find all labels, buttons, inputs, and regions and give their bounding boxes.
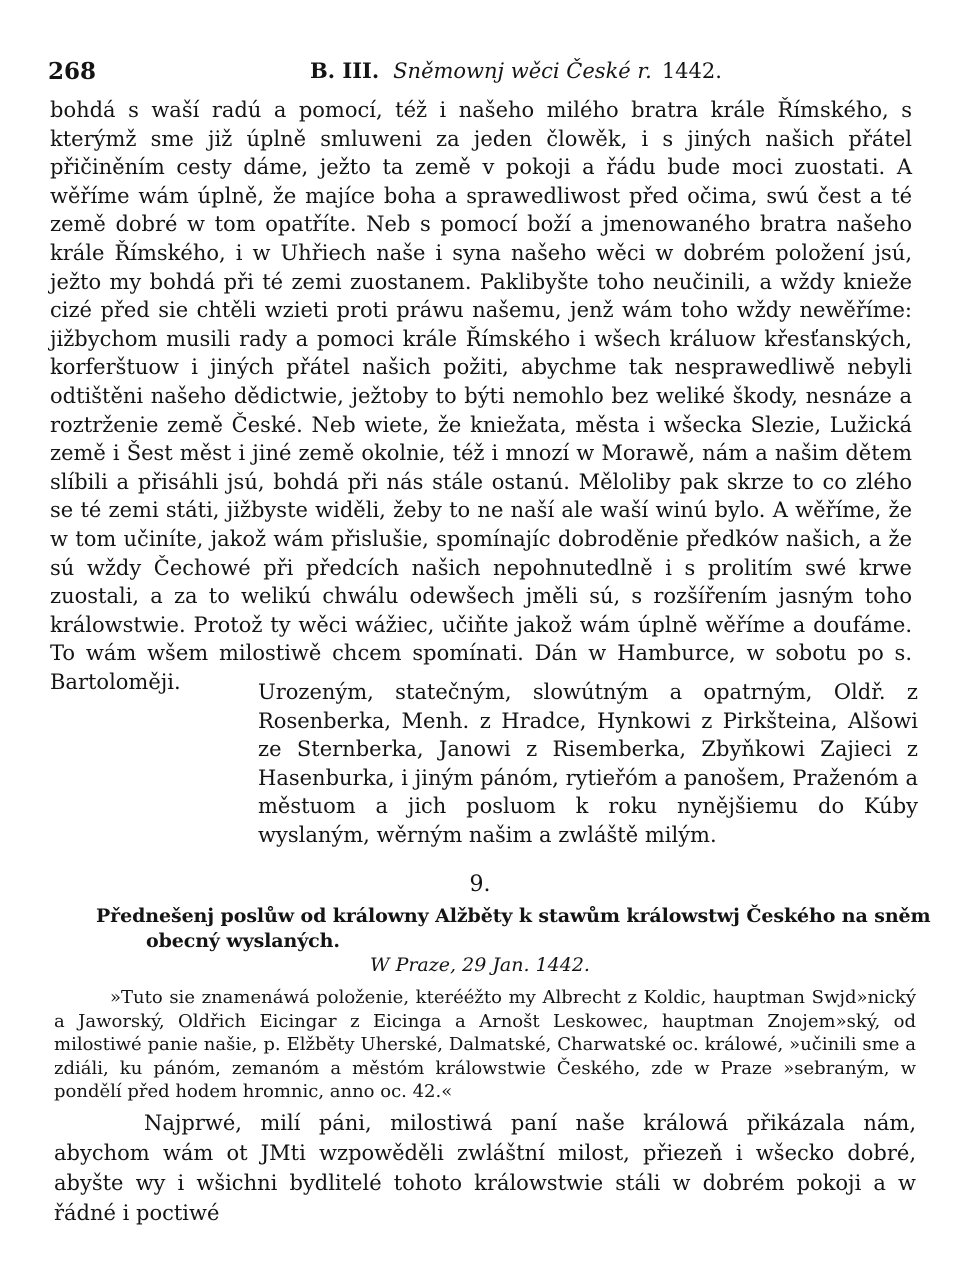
running-title-text: Sněmownj wěci České r. <box>393 59 652 83</box>
section-date-place: W Praze, <box>370 954 457 976</box>
section-date <box>0 954 960 976</box>
running-year: 1442. <box>661 59 722 83</box>
body-paragraph-2: Najprwé, milí páni, milostiwá paní naše králowá přikázala nám, abychom wám ot JMti wzpowěděli zwláštní milost, přiezeň i wšecko dobré, abyšte wy i wšichni bydlitelé tohoto králowstwie stáli w dobrém pokoji a w řádné i poctiwé <box>54 1111 916 1225</box>
book-number: B. III. <box>310 58 380 83</box>
section-number: 9. <box>469 872 491 897</box>
body-paragraph-1: bohdá s waší radú a pomocí, též i našeho milého bratra krále Římského, s kterýmž sme již úplně smluweni za jeden člowěk, i s jiných našich přátel přičiněním cesty dáme, ježto ta země v pokoji a řádu bude moci zuostati. A wěříme wám úplně, že majíce boha a sprawedliwost před očima, swú čest a té země dobré w tom opatříte. Neb s pomocí boží a jmenowaného bratra našeho krále Římského, i w Uhřiech naše i syna našeho wěci w dobrém položení jsú, ježto my bohdá při té zemi zuostanem. Paklibyšte toho neučinili, a wždy knieže cizé před sie chtěli wzieti proti práwu našemu, jenž wám toho wždy newěříme: jižbychom musili rady a pomoci krále Římského i wšech králuow křesťanských, korferštuow i jiných přátel našich požiti, abychme tak nesprawedliwě nebyli odtištěni našeho dědictwie, ježtoby to býti nemohlo bez weliké škody, nesnáze a roztrženie země České. Neb wiete, že kniežata, města i wšecka Slezie, Lužická země i Šest měst i jiné země okolnie, též i mnozí w Morawě, nám a našim dětem slíbili a přisáhli jsú, bohdá při nás stále ostanú. Měloliby pak skrze to co zlého se té zemi státi, jižbyste widěli, žeby to ne naší ale waší winú bylo. A wěříme, že w tom učiníte, jakož wám přislušie, spomínajíc dobroděnie předków našich, a že sú wždy Čechowé při předcích našich nepohnutedlně i s prolitím swé krwe zuostali, a za to welikú chwálu odewšech jměli sú, s rozšířením jasným toho králowstwie. Protož ty wěci wážiec, učiňte jakož wám úplně wěříme a doufáme. To wám wšem milostiwě chcem spomínati. Dán w Hamburce, w sobotu po s. Bartoloměji. <box>50 98 912 694</box>
letter-address: Urozeným, statečným, slowútným a opatrným, Oldř. z Rosenberka, Menh. z Hradce, Hynkowi z Pirkšteina, Alšowi ze Sternberka, Janowi z Risemberka, Zbyňkowi Zajieci z Hasenburka, i jiným pánóm, rytieřóm a panošem, Praženóm a městuom a jich posluom k roku nynějšiemu do Kúby wyslaným, wěrným našim a zwláště milým. <box>258 680 918 847</box>
page-number: 268 <box>48 58 97 85</box>
running-title <box>310 58 722 83</box>
running-header <box>48 58 912 92</box>
section-date-rest: 29 Jan. 1442. <box>456 954 590 976</box>
section-title: Přednešenj poslůw od králowny Alžběty k stawům králowstwj Českého na sněm obecný wyslaných. <box>96 905 931 952</box>
quoted-record: »Tuto sie znamenáwá položenie, kterééžto my Albrecht z Koldic, hauptman Swjd»nický a Jaworský, Oldřich Eicingar z Eicinga a Arnošt Leskowec, hauptman Znojem»ský, od milostiwé panie našie, p. Elžběty Uherské, Dalmatské, Charwatské oc. králowé, »učinili sme a zdiáli, ku pánóm, zemanóm a městóm králowstwie Českého, zde w Praze »sebraným, w pondělí před hodem hromnic, anno oc. 42.« <box>54 987 916 1102</box>
